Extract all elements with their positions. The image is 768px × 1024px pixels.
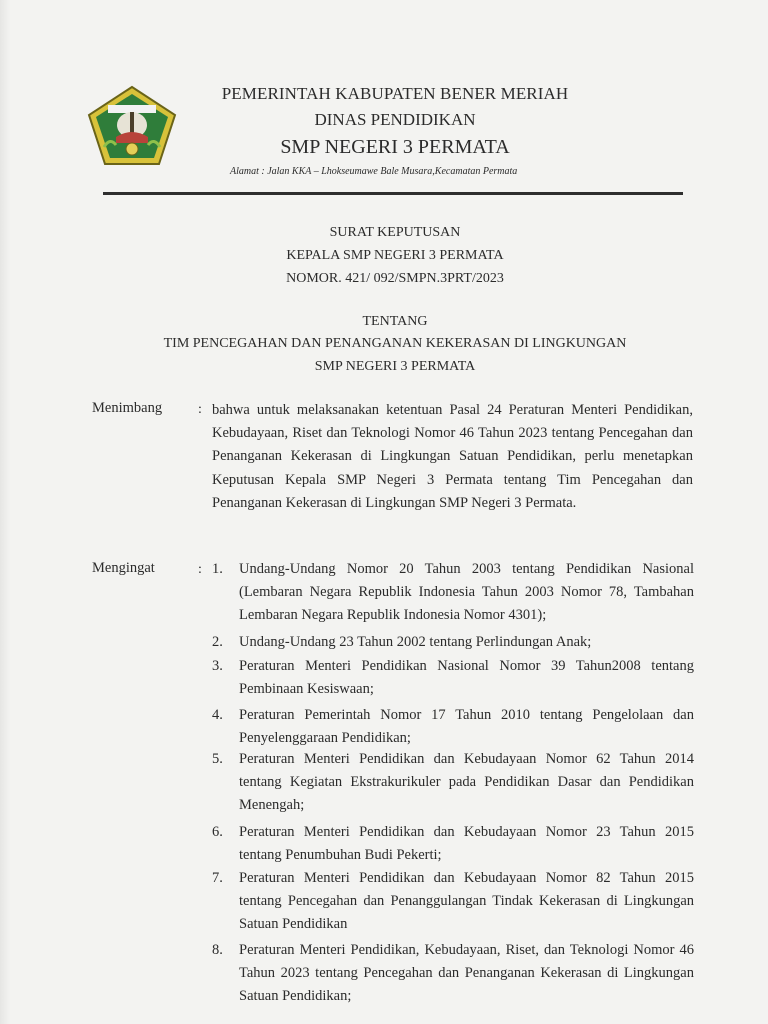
menimbang-label: Menimbang: [92, 400, 163, 416]
menimbang-text: bahwa untuk melaksanakan ketentuan Pasal 24 Peraturan Menteri Pendidikan, Kebudayaan, Riset dan Teknologi Nomor 46 Tahun 2023 tentang Pencegahan dan Penanganan Kekerasan di Lingkungan Satuan Pendidikan, perlu menetapkan Keputusan Kepala SMP Negeri 3 Permata tentang Tim Pencegahan dan Penanganan Kekerasan di Lingkungan SMP Negeri 3 Permata.: [212, 402, 693, 511]
scan-edge-shadow: [0, 0, 10, 1024]
item-number: 5.: [212, 751, 223, 767]
issuer: KEPALA SMP NEGERI 3 PERMATA: [286, 248, 504, 263]
subject-line-1: TIM PENCEGAHAN DAN PENANGANAN KEKERASAN DI LINGKUNGAN: [163, 336, 627, 351]
doc-type: SURAT KEPUTUSAN: [329, 225, 461, 240]
decree-number: NOMOR. 421/ 092/SMPN.3PRT/2023: [286, 271, 504, 286]
mengingat-label: Mengingat: [92, 560, 155, 576]
item-text: Peraturan Menteri Pendidikan, Kebudayaan, Riset, dan Teknologi Nomor 46 Tahun 2023 tentang Pencegahan dan Penanganan Kekerasan di Lingkungan Satuan Pendidikan;: [239, 942, 694, 1005]
item-number: 2.: [212, 634, 223, 650]
item-number: 3.: [212, 658, 223, 674]
government-name: PEMERINTAH KABUPATEN BENER MERIAH: [221, 84, 569, 103]
item-text: Peraturan Menteri Pendidikan dan Kebudayaan Nomor 82 Tahun 2015 tentang Pencegahan dan Penanggulangan Tindak Kekerasan di Lingkungan Satuan Pendidikan: [239, 870, 694, 933]
subject-line-2: SMP NEGERI 3 PERMATA: [314, 359, 476, 374]
item-text: Peraturan Menteri Pendidikan dan Kebudayaan Nomor 62 Tahun 2014 tentang Kegiatan Ekstrakurikuler pada Pendidikan Dasar dan Pendidikan Menengah;: [239, 751, 694, 814]
item-number: 6.: [212, 824, 223, 840]
item-text: Undang-Undang 23 Tahun 2002 tentang Perlindungan Anak;: [239, 634, 592, 650]
school-address: Alamat : Jalan KKA – Lhokseumawe Bale Musara,Kecamatan Permata: [230, 166, 518, 177]
menimbang-colon: :: [198, 402, 202, 417]
school-name: SMP NEGERI 3 PERMATA: [280, 136, 510, 158]
item-text: Peraturan Menteri Pendidikan Nasional Nomor 39 Tahun2008 tentang Pembinaan Kesiswaan;: [239, 658, 694, 698]
letterhead-divider: [103, 192, 683, 195]
item-number: 8.: [212, 942, 223, 958]
department-name: DINAS PENDIDIKAN: [314, 110, 476, 129]
item-text: Undang-Undang Nomor 20 Tahun 2003 tentang Pendidikan Nasional (Lembaran Negara Republik Indonesia Tahun 2003 Nomor 78, Tambahan Lembaran Negara Republik Indonesia Nomor 4301);: [239, 561, 694, 624]
regency-emblem-icon: [86, 85, 178, 167]
item-number: 1.: [212, 561, 223, 577]
item-number: 7.: [212, 870, 223, 886]
about-heading: TENTANG: [362, 314, 428, 329]
mengingat-colon: :: [198, 562, 202, 577]
item-text: Peraturan Menteri Pendidikan dan Kebudayaan Nomor 23 Tahun 2015 tentang Penumbuhan Budi Pekerti;: [239, 824, 694, 864]
item-text: Peraturan Pemerintah Nomor 17 Tahun 2010 tentang Pengelolaan dan Penyelenggaraan Pendidikan;: [239, 707, 694, 747]
item-number: 4.: [212, 707, 223, 723]
